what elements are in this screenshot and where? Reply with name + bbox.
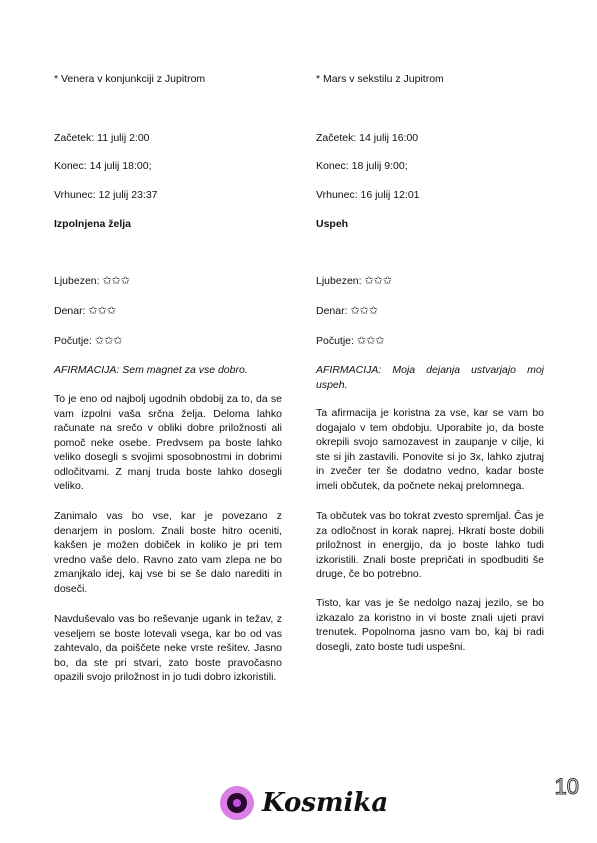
brand-name: Kosmika [262, 788, 389, 818]
left-paragraph-3: Navduševalo vas bo reševanje ugank in težav, z veseljem se boste lotevali vsega, kar bo od vas zahtevalo, da poiščete neke vrste rešitev. Jasno bo, da ste pri stvari, zato boste pravočasno opazili svojo priložnost in jo tudi dobro izkoristili. [54, 613, 282, 683]
right-feel: Počutje: ✩✩✩ [316, 335, 385, 347]
left-peak: Vrhunec: 12 julij 23:37 [54, 189, 158, 201]
right-title: * Mars v sekstilu z Jupitrom [316, 73, 444, 85]
money-stars-icon: ✩✩✩ [350, 305, 379, 317]
right-affirmation: AFIRMACIJA: Moja dejanja ustvarjajo moj uspeh. [316, 364, 544, 391]
page-number: 10 [554, 774, 579, 799]
right-theme: Uspeh [316, 218, 349, 230]
left-paragraph-1: To je eno od najbolj ugodnih obdobij za to, da se vam izpolni vaša srčna želja. Deloma lahko računate na srečo v obliki dobre priložnosti ali pomoč neke osebe. Predvsem pa boste lahko veliko dosegli s svojimi sposobnostmi in dobrimi odločitvami. Z manj truda boste lahko dosegli veliko. [54, 393, 282, 492]
right-love: Ljubezen: ✩✩✩ [316, 275, 393, 287]
kosmika-logo-icon [220, 786, 254, 820]
right-peak: Vrhunec: 16 julij 12:01 [316, 189, 420, 201]
left-love: Ljubezen: ✩✩✩ [54, 275, 131, 287]
left-paragraph-2: Zanimalo vas bo vse, kar je povezano z denarjem in poslom. Znali boste hitro oceniti, kakšen je možen dobiček in koliko je pri tem vredno vaše delo. Ravno zato vam zlepa ne bo zmanjkalo idej, kaj vse bi se še dalo narediti in doseči. [54, 510, 282, 595]
footer [0, 786, 597, 822]
right-paragraph-1: Ta afirmacija je koristna za vse, kar se vam bo dogajalo v tem obdobju. Uporabite jo, da boste okrepili svojo samozavest in zaupanje v cilje, ki ste si jih zastavili. Ponovite si jo 3x, lahko zjutraj in zvečer ter še dodatno vedno, kadar boste imeli občutek, da počnete nekaj prelomnega. [316, 407, 544, 492]
left-end: Konec: 14 julij 18:00; [54, 160, 152, 172]
feel-stars-icon: ✩✩✩ [94, 335, 123, 347]
right-paragraph-2: Ta občutek vas bo tokrat zvesto spremljal. Čas je za odločnost in korak naprej. Hkrati boste dobili priložnost in energijo, da jo boste lahko tudi izkoristili. Znali boste prepričati in spodbuditi še druge, če bo potrebno. [316, 510, 544, 580]
left-title: * Venera v konjunkciji z Jupitrom [54, 73, 206, 85]
love-stars-icon: ✩✩✩ [364, 275, 393, 287]
right-money: Denar: ✩✩✩ [316, 305, 379, 317]
left-theme: Izpolnjena želja [54, 218, 132, 230]
feel-stars-icon: ✩✩✩ [356, 335, 385, 347]
left-start: Začetek: 11 julij 2:00 [54, 132, 150, 144]
right-end: Konec: 18 julij 9:00; [316, 160, 408, 172]
left-feel: Počutje: ✩✩✩ [54, 335, 123, 347]
left-money: Denar: ✩✩✩ [54, 305, 117, 317]
right-paragraph-3: Tisto, kar vas je še nedolgo nazaj jezilo, se bo izkazalo za koristno in vi boste znali ujeti pravi trenutek. Popolnoma jasno vam bo, kaj bi radi dosegli, zato boste tudi uspešni. [316, 597, 544, 653]
money-stars-icon: ✩✩✩ [88, 305, 117, 317]
left-affirmation: AFIRMACIJA: Sem magnet za vse dobro. [54, 364, 248, 376]
right-start: Začetek: 14 julij 16:00 [316, 132, 419, 144]
love-stars-icon: ✩✩✩ [102, 275, 131, 287]
